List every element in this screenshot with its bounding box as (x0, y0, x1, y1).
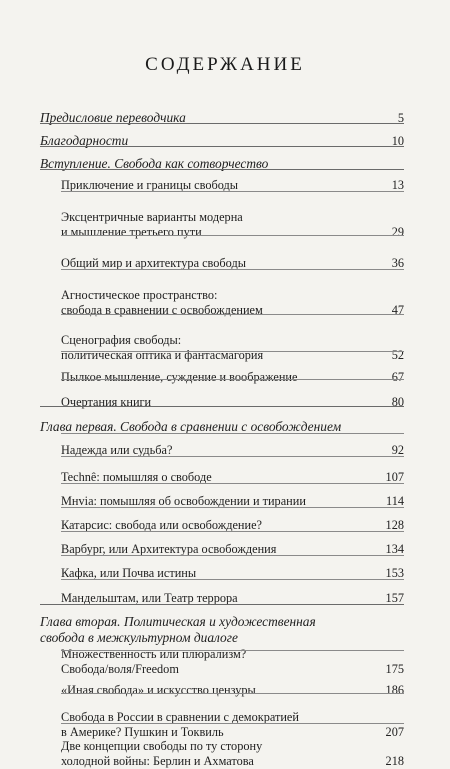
toc-entry-title: Эксцентричные варианты модерна и мышление третьего пути (61, 210, 243, 239)
toc-entry-title: Вступление. Свобода как сотворчество (40, 156, 269, 171)
toc-entry (61, 333, 404, 363)
toc-entry (40, 614, 404, 646)
toc-entry-page-number: 207 (385, 725, 404, 739)
toc-entry-title: Кафка, или Почва истины (61, 566, 197, 580)
toc-divider (40, 406, 404, 407)
toc-entry-page-number: 218 (385, 754, 404, 768)
toc-entry-title: Множественность или плюрализм? Свобода/воля/Freedom (61, 647, 247, 676)
toc-divider (61, 314, 404, 315)
toc-entry-title: Две концепции свободы по ту сторону холодной войны: Берлин и Ахматова (61, 739, 263, 768)
toc-divider (61, 579, 404, 580)
toc-divider (61, 351, 404, 352)
toc-divider (61, 433, 404, 434)
toc-entry-page-number: 107 (385, 470, 404, 484)
toc-entry-page-number: 134 (385, 542, 404, 556)
toc-entry-title: Агностическое пространство: свобода в сравнении с освобождением (61, 288, 263, 317)
toc-entry-title: Общий мир и архитектура свободы (61, 256, 246, 270)
toc-entry (61, 683, 404, 698)
toc-divider (61, 555, 404, 556)
toc-entry-page-number: 157 (385, 591, 404, 605)
toc-divider (40, 169, 404, 170)
toc-divider (40, 604, 404, 605)
toc-divider (61, 235, 404, 236)
toc-entry-title: Мандельштам, или Театр террора (61, 591, 238, 605)
toc-entry (61, 647, 404, 677)
toc-entry (61, 710, 404, 740)
toc-entry-page-number: 80 (391, 395, 404, 409)
toc-entry-title: Мнvia: помышляя об освобождении и тирании (61, 494, 306, 508)
toc-entry-title: Варбург, или Архитектура освобождения (61, 542, 277, 556)
toc-entry-page-number: 52 (391, 348, 404, 362)
toc-divider (61, 269, 404, 270)
toc-entry-title: Катарсис: свобода или освобождение? (61, 518, 263, 532)
toc-entry-title: Свобода в России в сравнении с демократией в Америке? Пушкин и Токвиль (61, 710, 299, 739)
toc-divider (61, 379, 404, 380)
toc-entry-page-number: 92 (391, 443, 404, 457)
toc-entry-title: Глава вторая. Политическая и художественная свобода в межкультурном диалоге (40, 614, 316, 645)
toc-entry (61, 370, 404, 385)
toc-entry-page-number: 128 (385, 518, 404, 532)
toc-entry-page-number: 153 (385, 566, 404, 580)
toc-divider (61, 191, 404, 192)
toc-divider (40, 123, 404, 124)
toc-entry-title: Надежда или судьба? (61, 443, 173, 457)
toc-entry-page-number: 10 (391, 134, 404, 148)
toc-entry (61, 395, 404, 410)
toc-entry-page-number: 5 (397, 111, 404, 125)
toc-entry-page-number: 67 (391, 370, 404, 384)
toc-entry-title: Очертания книги (61, 395, 152, 409)
toc-entry-title: Приключение и границы свободы (61, 178, 239, 192)
toc-entry-page-number: 114 (386, 494, 404, 508)
toc-divider (61, 650, 404, 651)
toc-entry-title: Предисловие переводчика (40, 110, 186, 125)
toc-entry-page-number: 29 (391, 225, 404, 239)
toc-divider (61, 723, 404, 724)
toc-entry-page-number: 175 (385, 662, 404, 676)
toc-divider (61, 507, 404, 508)
toc-entry-title: Пылкое мышление, суждение и воображение (61, 370, 298, 384)
toc-divider (61, 693, 404, 694)
toc-entry-page-number: 13 (391, 178, 404, 192)
toc-divider (40, 146, 404, 147)
toc-entry-title: Благодарности (40, 133, 129, 148)
toc-divider (61, 483, 404, 484)
toc-entry-page-number: 36 (391, 256, 404, 270)
toc-entry-title: Сценография свободы: политическая оптика и фантасмагория (61, 333, 264, 362)
toc-entry-title: «Иная свобода» и искусство цензуры (61, 683, 256, 697)
toc-divider (61, 531, 404, 532)
toc-entry-title: Глава первая. Свобода в сравнении с освобождением (40, 419, 342, 434)
toc-entry-title: Technê: помышляя о свободе (61, 470, 212, 484)
toc-entry-page-number: 47 (391, 303, 404, 317)
page-title: СОДЕРЖАНИЕ (145, 54, 305, 75)
toc-divider (61, 456, 404, 457)
toc-entry (61, 739, 404, 769)
toc-entry-page-number: 186 (385, 683, 404, 697)
